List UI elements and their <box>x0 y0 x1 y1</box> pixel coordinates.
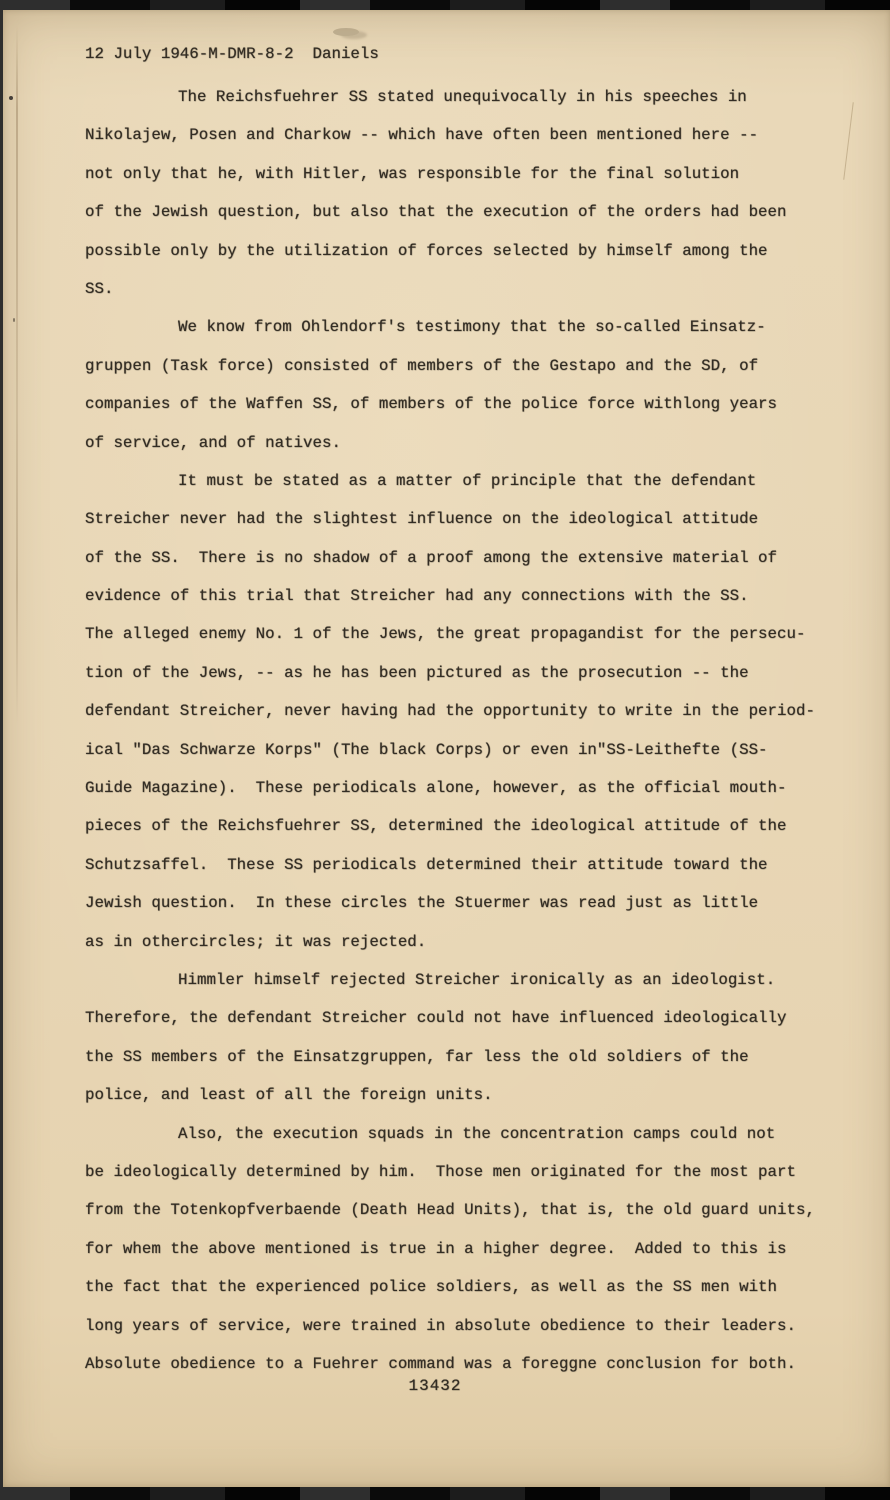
document-header: 12 July 1946-M-DMR-8-2 Daniels <box>85 45 379 63</box>
document-line: pieces of the Reichsfuehrer SS, determined the ideological attitude of the <box>85 817 787 836</box>
document-line: Therefore, the defendant Streicher could not have influenced ideologically <box>85 1009 787 1028</box>
document-line: possible only by the utilization of forces selected by himself among the <box>85 241 768 260</box>
page-number: 13432 <box>408 1377 462 1395</box>
paper-scratch <box>843 102 853 180</box>
document-line: the SS members of the Einsatzgruppen, far less the old soldiers of the <box>85 1047 749 1066</box>
document-line: the fact that the experienced police soldiers, as well as the SS men with <box>85 1278 778 1297</box>
paper-smudge <box>333 28 359 36</box>
document-line: Absolute obedience to a Fuehrer command was a foreggne conclusion for both. <box>85 1354 796 1373</box>
document-line: as in othercircles; it was rejected. <box>85 932 427 951</box>
document-body <box>85 78 833 1383</box>
document-line: gruppen (Task force) consisted of members of the Gestapo and the SD, of <box>85 356 759 375</box>
document-line: Himmler himself rejected Streicher ironically as an ideologist. <box>178 970 776 989</box>
document-line: be ideologically determined by him. Those men originated for the most part <box>85 1162 796 1181</box>
document-line: ical "Das Schwarze Korps" (The black Corps) or even in"SS-Leithefte (SS- <box>85 740 768 759</box>
document-line: evidence of this trial that Streicher had any connections with the SS. <box>85 587 749 606</box>
document-line: not only that he, with Hitler, was responsible for the final solution <box>85 164 740 183</box>
document-line: It must be stated as a matter of principle that the defendant <box>178 471 757 490</box>
document-line: companies of the Waffen SS, of members of the police force withlong years <box>85 395 778 414</box>
document-line: The alleged enemy No. 1 of the Jews, the great propagandist for the persecu- <box>85 625 806 644</box>
document-line: for whem the above mentioned is true in a higher degree. Added to this is <box>85 1239 787 1258</box>
document-page <box>3 10 890 1487</box>
document-line: tion of the Jews, -- as he has been pictured as the prosecution -- the <box>85 663 749 682</box>
document-line: The Reichsfuehrer SS stated unequivocally in his speeches in <box>178 88 747 106</box>
document-line: of the SS. There is no shadow of a proof among the extensive material of <box>85 548 778 567</box>
document-line: defendant Streicher, never having had the opportunity to write in the period- <box>85 702 815 721</box>
document-line: We know from Ohlendorf's testimony that the so-called Einsatz- <box>178 318 766 337</box>
document-line: long years of service, were trained in absolute obedience to their leaders. <box>85 1316 796 1335</box>
document-line: Streicher never had the slightest influence on the ideological attitude <box>85 510 759 529</box>
document-line: from the Totenkopfverbaende (Death Head Units), that is, the old guard units, <box>85 1201 815 1220</box>
document-line: Schutzsaffel. These SS periodicals determined their attitude toward the <box>85 855 768 874</box>
document-line: Jewish question. In these circles the Stuermer was read just as little <box>85 894 759 913</box>
paper-crease <box>16 25 18 725</box>
document-line: of the Jewish question, but also that the execution of the orders had been <box>85 203 787 222</box>
paper-speck <box>13 318 15 322</box>
document-line: of service, and of natives. <box>85 433 341 452</box>
document-line: SS. <box>85 279 114 298</box>
document-line: Guide Magazine). These periodicals alone, however, as the official mouth- <box>85 779 787 798</box>
document-line: Also, the execution squads in the concentration camps could not <box>178 1124 776 1143</box>
paper-speck <box>9 96 13 100</box>
document-line: police, and least of all the foreign units. <box>85 1086 493 1105</box>
document-line: Nikolajew, Posen and Charkow -- which have often been mentioned here -- <box>85 126 759 145</box>
